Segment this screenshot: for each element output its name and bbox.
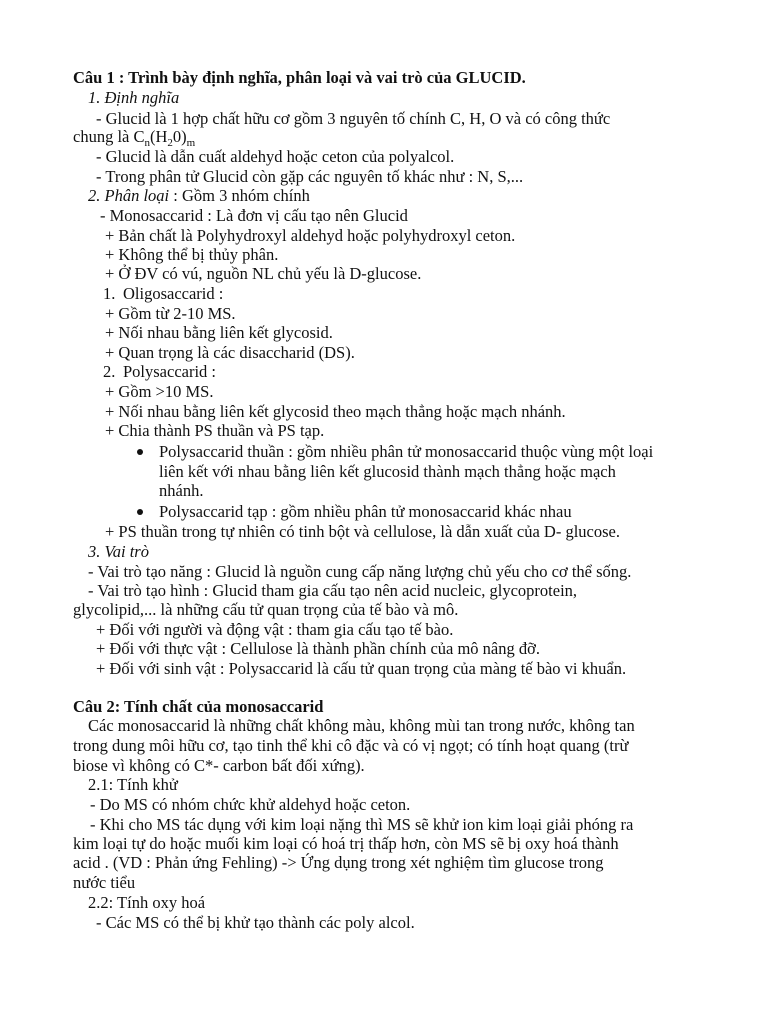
- bullet-dot-1: [137, 449, 143, 455]
- formula-subscript-n: n: [144, 137, 150, 149]
- definition-line-1: - Glucid là 1 hợp chất hữu cơ gồm 3 nguyên tố chính C, H, O và có công thức: [96, 109, 611, 128]
- formula-prefix: chung là C: [73, 127, 145, 146]
- oligosaccarid-point-3: + Quan trọng là các disaccharid (DS).: [105, 343, 355, 362]
- reducing-property-title: 2.1: Tính khử: [88, 775, 178, 794]
- role-line-1: - Vai trò tạo năng : Glucid là nguồn cung cấp năng lượng chủ yếu cho cơ thể sống.: [88, 562, 632, 581]
- role-title: 3. Vai trò: [88, 542, 149, 561]
- monosaccarid-point-1: + Bản chất là Polyhydroxyl aldehyd hoặc polyhydroxyl ceton.: [105, 226, 516, 245]
- reducing-property-line-3: kim loại tự do hoặc muối kim loại có hoá trị thấp hơn, còn MS sẽ bị oxy hoá thành: [73, 834, 619, 853]
- monosaccarid-point-2: + Không thể bị thủy phân.: [105, 245, 279, 264]
- formula-end: 0): [172, 127, 187, 146]
- role-line-2: - Vai trò tạo hình : Glucid tham gia cấu tạo nên acid nucleic, glycoprotein,: [88, 581, 578, 600]
- oligosaccarid-point-2: + Nối nhau bằng liên kết glycosid.: [105, 323, 333, 342]
- question-2-heading: Câu 2: Tính chất của monosaccarid: [73, 697, 324, 716]
- oxidizing-property-line-1: - Các MS có thể bị khử tạo thành các poly alcol.: [96, 913, 415, 932]
- pure-polysaccarid-line-3: nhánh.: [159, 481, 204, 500]
- polysaccarid-title: Polysaccarid :: [123, 362, 217, 381]
- oligosaccarid-number: 1.: [103, 284, 116, 303]
- definition-line-4: - Trong phân tử Glucid còn gặp các nguyên tố khác như : N, S,...: [96, 167, 524, 186]
- polysaccarid-point-4: + PS thuần trong tự nhiên có tinh bột và cellulose, là dẫn xuất của D- glucose.: [105, 522, 620, 541]
- polysaccarid-point-3: + Chia thành PS thuần và PS tạp.: [105, 421, 325, 440]
- formula-subscript-2: 2: [167, 137, 173, 149]
- polysaccarid-point-1: + Gồm >10 MS.: [105, 382, 214, 401]
- oxidizing-property-title: 2.2: Tính oxy hoá: [88, 893, 206, 912]
- classification-title-line: [88, 186, 310, 206]
- monosaccarid-title: - Monosaccarid : Là đơn vị cấu tạo nên Glucid: [100, 206, 408, 225]
- definition-title: 1. Định nghĩa: [88, 88, 180, 107]
- properties-intro-line-3: biose vì không có C*- carbon bất đối xứng).: [73, 756, 365, 775]
- properties-intro-line-1: Các monosaccarid là những chất không màu, không mùi tan trong nước, không tan: [88, 716, 635, 735]
- oligosaccarid-point-1: + Gồm từ 2-10 MS.: [105, 304, 236, 323]
- role-line-5: + Đối với thực vật : Cellulose là thành phần chính của mô nâng đỡ.: [96, 639, 540, 658]
- pure-polysaccarid-line-2: liên kết với nhau bằng liên kết glucosid thành mạch thẳng hoặc mạch: [159, 462, 616, 481]
- bullet-dot-2: [137, 509, 143, 515]
- role-line-4: + Đối với người và động vật : tham gia cấu tạo tế bào.: [96, 620, 454, 639]
- role-line-3: glycolipid,... là những cấu tử quan trọng của tế bào và mô.: [73, 600, 459, 619]
- mixed-polysaccarid-line: Polysaccarid tạp : gồm nhiều phân tử monosaccarid khác nhau: [159, 502, 572, 521]
- reducing-property-line-5: nước tiểu: [73, 873, 136, 892]
- polysaccarid-point-2: + Nối nhau bằng liên kết glycosid theo mạch thẳng hoặc mạch nhánh.: [105, 402, 566, 421]
- polysaccarid-number: 2.: [103, 362, 116, 381]
- reducing-property-line-1: - Do MS có nhóm chức khử aldehyd hoặc ceton.: [90, 795, 411, 814]
- definition-line-3: - Glucid là dẫn cuất aldehyd hoặc ceton của polyalcol.: [96, 147, 455, 166]
- oligosaccarid-title: Oligosaccarid :: [123, 284, 224, 303]
- formula-middle: (H: [150, 127, 168, 146]
- monosaccarid-point-3: + Ở ĐV có vú, nguồn NL chủ yếu là D-glucose.: [105, 264, 422, 283]
- pure-polysaccarid-line-1: Polysaccarid thuần : gồm nhiều phân tử monosaccarid thuộc vùng một loại: [159, 442, 654, 461]
- formula-subscript-m: m: [186, 137, 196, 149]
- properties-intro-line-2: trong dung môi hữu cơ, tạo tinh thể khi cô đặc và có vị ngọt; có tính hoạt quang (trừ: [73, 736, 629, 755]
- role-line-6: + Đối với sinh vật : Polysaccarid là cấu tử quan trọng của màng tế bào vi khuẩn.: [96, 659, 627, 678]
- question-1-heading: Câu 1 : Trình bày định nghĩa, phân loại và vai trò của GLUCID.: [73, 68, 526, 87]
- classification-title: 2. Phân loại: [88, 186, 170, 205]
- reducing-property-line-4: acid . (VD : Phản ứng Fehling) -> Ứng dụng trong xét nghiệm tìm glucose trong: [73, 853, 604, 872]
- reducing-property-line-2: - Khi cho MS tác dụng với kim loại nặng thì MS sẽ khử ion kim loại giải phóng ra: [90, 815, 634, 834]
- classification-subtitle: : Gồm 3 nhóm chính: [173, 186, 310, 205]
